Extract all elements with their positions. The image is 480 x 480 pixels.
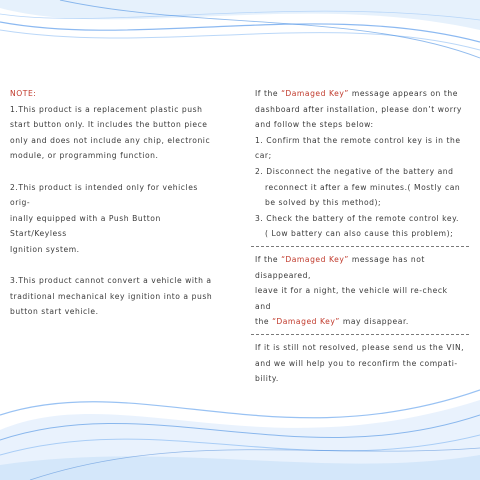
note-p1-line: only and does not include any chip, electronic (10, 135, 211, 145)
damaged-key-label: “Damaged Key” (281, 254, 349, 264)
note-p3-line: traditional mechanical key ignition into a push (10, 291, 213, 301)
note-p1-line: 1.This product is a replacement plastic push (10, 104, 203, 114)
note-p2-line: Ignition system. (10, 244, 80, 254)
note-p2-line: inally equipped with a Push Button Start/Keyless (10, 213, 161, 239)
note-p3-line: button start vehicle. (10, 307, 99, 317)
intro-line: dashboard after installation, please don’t worry (255, 104, 462, 114)
dashed-divider (251, 246, 469, 247)
second-para-line: leave it for a night, the vehicle will re-check and (255, 286, 448, 311)
step-1: 1. Confirm that the remote control key is in the car; (255, 135, 461, 161)
damaged-key-label: “Damaged Key” (272, 317, 340, 327)
dashed-divider (251, 334, 469, 335)
step-3-cont: ( Low battery can also cause this problem); (265, 229, 454, 239)
second-para-line: If the “Damaged Key” message has not disappeared, (255, 254, 425, 280)
intro-line: and follow the steps below: (255, 120, 374, 130)
intro-line: If the “Damaged Key” message appears on the (255, 89, 458, 98)
second-para-line: the “Damaged Key” may disappear. (255, 317, 409, 327)
step-3: 3. Check the battery of the remote control key. (255, 213, 459, 223)
step-2: 2. Disconnect the negative of the battery and (255, 166, 454, 176)
step-2-cont: be solved by this method); (265, 198, 382, 208)
instructions-column (255, 86, 465, 387)
third-para-line: bility. (255, 374, 279, 384)
note-column (10, 86, 215, 320)
step-2-cont: reconnect it after a few minutes.( Mostly can (265, 182, 461, 192)
note-p3-line: 3.This product cannot convert a vehicle with a (10, 276, 212, 286)
third-para-line: If it is still not resolved, please send us the VIN, (255, 342, 465, 352)
note-heading: NOTE: (10, 89, 37, 98)
note-p1-line: start button only. It includes the button piece (10, 120, 208, 130)
damaged-key-label: “Damaged Key” (281, 89, 349, 98)
note-p2-line: 2.This product is intended only for vehicles orig- (10, 182, 198, 208)
note-p1-line: module, or programming function. (10, 151, 159, 161)
third-para-line: and we will help you to reconfirm the compati- (255, 358, 458, 368)
top-wave-decoration (0, 0, 480, 70)
